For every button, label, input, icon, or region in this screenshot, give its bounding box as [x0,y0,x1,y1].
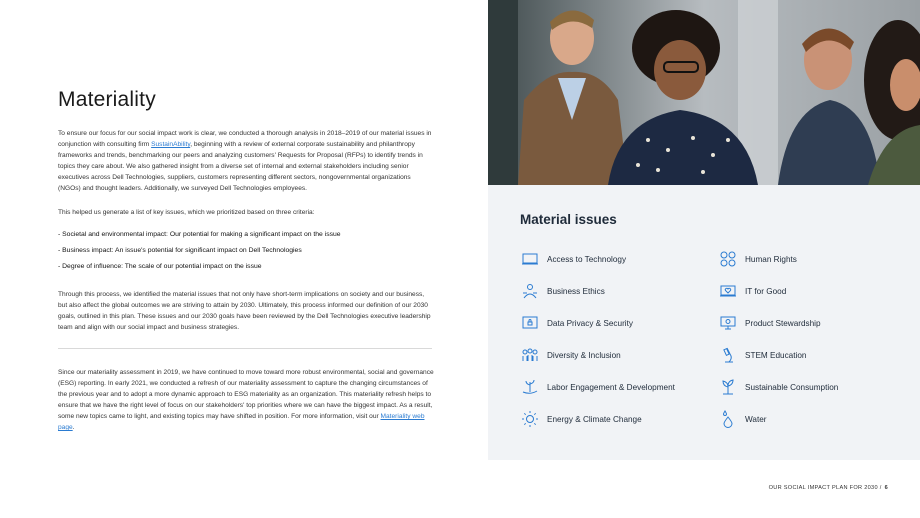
process-paragraph: Through this process, we identified the material issues that not only have short-term implications on society and our business, but also affect the global outcomes we are striving to attain by 2030. Ultimately, this process informed our definition of our 2030 goals, outlined in this plan. These issues and our 2030 goals have been reviewed by the Dell Technologies executive leadership team and align with our social impact and business strategies. [58,291,431,331]
people-group-icon [521,346,539,364]
issue-label: STEM Education [745,350,807,360]
issue-sustainable-consumption [719,378,838,396]
issue-label: Business Ethics [547,286,605,296]
laptop-icon [521,250,539,268]
ethics-person-icon [521,282,539,300]
sustainability-link[interactable]: SustainAbility [151,141,191,148]
water-drop-icon [719,410,737,428]
issue-product-stewardship [719,314,821,332]
issue-diversity-inclusion [521,346,621,364]
hands-icon [719,250,737,268]
product-icon [719,314,737,332]
criteria-intro: This helped us generate a list of key issues, which we prioritized based on three criteria: [58,209,315,216]
criterion-influence: - Degree of influence: The scale of our potential impact on the issue [58,263,262,270]
issue-stem-education [719,346,806,364]
criterion-business: - Business impact: An issue's potential for significant impact on Dell Technologies [58,247,302,254]
page-footer [769,485,888,491]
issue-label: Data Privacy & Security [547,318,633,328]
intro-paragraph [58,128,434,194]
issue-label: IT for Good [745,286,787,296]
intro-text-end: , beginning with a review of external corporate sustainability and philanthropy frameworks and trends, benchmarking our peers and analyzing customers' Requests for Proposal (RFPs) to identify trends in topics they care about. We also gathered insight from a diverse set of internal and external stakeholders including senior executives across Dell Technologies, suppliers, customers representing different sectors, nongovernmental organizations (NGOs) and thought leaders. Additionally, we surveyed Dell Technologies employees. [58,141,423,192]
team-meeting-photo [488,0,920,185]
growth-hand-icon [521,378,539,396]
material-issues-panel [488,185,920,460]
issue-label: Water [745,414,767,424]
issue-labor-engagement [521,378,675,396]
laptop-heart-icon [719,282,737,300]
recycle-plant-icon [719,378,737,396]
material-issues-title: Material issues [520,212,617,227]
issue-it-for-good [719,282,786,300]
photo-illustration [488,0,920,185]
lock-screen-icon [521,314,539,332]
materiality-web-page-link[interactable]: Materiality web page [58,413,425,431]
criterion-societal: - Societal and environmental impact: Our potential for making a significant impact on the issue [58,231,341,238]
issue-data-privacy [521,314,633,332]
update-paragraph [58,367,434,433]
issue-label: Energy & Climate Change [547,414,642,424]
page-number: 6 [884,485,888,491]
page-title: Materiality [58,88,156,111]
intro-text-start: To ensure our focus for our social impact work is clear, we conducted a thorough analysis in 2018–2019 of our material issues in conjunction with consulting firm [58,130,432,148]
footer-text: OUR SOCIAL IMPACT PLAN FOR 2030 / [768,485,882,491]
sun-icon [521,410,539,428]
issue-water [719,410,767,428]
issue-label: Product Stewardship [745,318,821,328]
issue-access-to-technology [521,250,626,268]
issue-label: Diversity & Inclusion [547,350,621,360]
issue-label: Access to Technology [547,254,627,264]
issue-label: Human Rights [745,254,797,264]
update-text-end: . [72,424,75,431]
issue-human-rights [719,250,797,268]
update-text-start: Since our materiality assessment in 2019, we have continued to move toward more robust environmental, social and governance (ESG) reporting. In early 2021, we conducted a refresh of our materiality assessment to capture the changing circumstances of the previous year and to adopt a more dynamic approach to ESG materiality as an organization. This materiality refresh helps to ensure that we have the right level of focus on our stakeholders' top priorities where we can have the biggest impact. As a result, some new topics came to light, and existing topics may have shifted in position. For more information, visit our [58,369,434,420]
microscope-icon [719,346,737,364]
issue-label: Labor Engagement & Development [547,382,675,392]
section-divider [58,348,432,349]
issue-label: Sustainable Consumption [745,382,839,392]
issue-business-ethics [521,282,605,300]
issue-energy-climate [521,410,642,428]
